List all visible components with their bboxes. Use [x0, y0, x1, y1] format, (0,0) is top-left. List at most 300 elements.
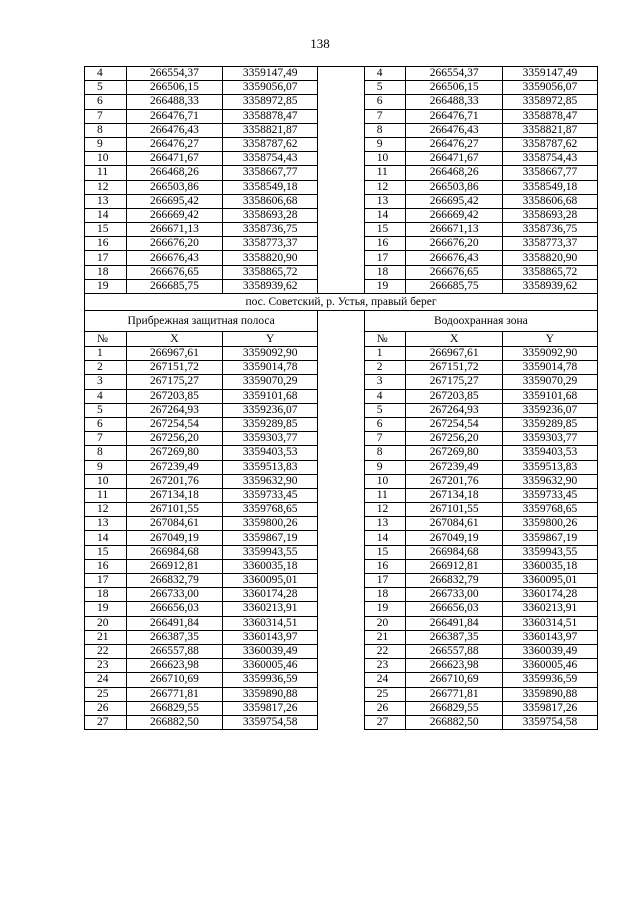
column-gap — [318, 715, 364, 729]
right-y-value: 3359014,78 — [502, 361, 597, 375]
left-point-number: 11 — [85, 488, 127, 502]
table-row — [85, 715, 598, 729]
right-y-value: 3359768,65 — [502, 503, 597, 517]
table-row — [85, 180, 598, 194]
right-y-value: 3359303,77 — [502, 432, 597, 446]
right-y-value: 3358821,87 — [502, 123, 597, 137]
right-zone-title: Водоохранная зона — [364, 311, 597, 332]
column-gap — [318, 531, 364, 545]
table-row — [85, 251, 598, 265]
right-point-number: 27 — [364, 715, 406, 729]
right-x-value: 266676,65 — [406, 265, 502, 279]
right-point-number: 9 — [364, 460, 406, 474]
table-row — [85, 432, 598, 446]
column-gap — [318, 574, 364, 588]
right-x-value: 266557,88 — [406, 644, 502, 658]
left-y-header: Y — [223, 332, 318, 347]
right-point-number: 11 — [364, 488, 406, 502]
left-y-value: 3359943,55 — [223, 545, 318, 559]
right-num-header: № — [364, 332, 406, 347]
second-section — [85, 347, 598, 730]
right-point-number: 6 — [364, 417, 406, 431]
section-header — [85, 294, 598, 347]
left-y-value: 3358693,28 — [223, 208, 318, 222]
right-y-value: 3359936,59 — [502, 673, 597, 687]
column-gap — [318, 375, 364, 389]
right-y-value: 3358820,90 — [502, 251, 597, 265]
left-y-value: 3360095,01 — [223, 574, 318, 588]
right-y-value: 3359070,29 — [502, 375, 597, 389]
column-gap — [318, 687, 364, 701]
column-gap — [318, 474, 364, 488]
left-point-number: 5 — [85, 403, 127, 417]
column-gap — [318, 311, 364, 332]
table-row — [85, 223, 598, 237]
right-point-number: 15 — [364, 223, 406, 237]
left-point-number: 8 — [85, 123, 127, 137]
left-point-number: 18 — [85, 265, 127, 279]
left-point-number: 5 — [85, 81, 127, 95]
table-row — [85, 152, 598, 166]
right-point-number: 21 — [364, 630, 406, 644]
left-y-value: 3359101,68 — [223, 389, 318, 403]
left-point-number: 15 — [85, 545, 127, 559]
right-x-value: 266829,55 — [406, 701, 502, 715]
right-y-value: 3359236,07 — [502, 403, 597, 417]
right-point-number: 26 — [364, 701, 406, 715]
right-x-value: 267201,76 — [406, 474, 502, 488]
right-point-number: 5 — [364, 81, 406, 95]
column-gap — [318, 194, 364, 208]
column-gap — [318, 644, 364, 658]
left-point-number: 10 — [85, 474, 127, 488]
left-x-header: X — [126, 332, 222, 347]
left-point-number: 13 — [85, 194, 127, 208]
right-point-number: 3 — [364, 375, 406, 389]
left-y-value: 3359890,88 — [223, 687, 318, 701]
column-gap — [318, 223, 364, 237]
left-x-value: 266967,61 — [126, 347, 222, 361]
right-x-value: 266984,68 — [406, 545, 502, 559]
column-gap — [318, 517, 364, 531]
table-row — [85, 375, 598, 389]
left-x-value: 266476,43 — [126, 123, 222, 137]
left-x-value: 267151,72 — [126, 361, 222, 375]
column-gap — [318, 109, 364, 123]
table-row — [85, 559, 598, 573]
table-row — [85, 687, 598, 701]
right-point-number: 23 — [364, 659, 406, 673]
left-x-value: 266685,75 — [126, 279, 222, 293]
column-gap — [318, 332, 364, 347]
left-point-number: 8 — [85, 446, 127, 460]
right-y-value: 3358606,68 — [502, 194, 597, 208]
left-x-value: 266832,79 — [126, 574, 222, 588]
table-row — [85, 237, 598, 251]
left-x-value: 266491,84 — [126, 616, 222, 630]
right-point-number: 1 — [364, 347, 406, 361]
right-x-value: 266387,35 — [406, 630, 502, 644]
left-y-value: 3359800,26 — [223, 517, 318, 531]
table-row — [85, 644, 598, 658]
left-x-value: 266557,88 — [126, 644, 222, 658]
right-point-number: 6 — [364, 95, 406, 109]
left-x-value: 266882,50 — [126, 715, 222, 729]
right-y-value: 3360143,97 — [502, 630, 597, 644]
left-point-number: 10 — [85, 152, 127, 166]
right-x-value: 266476,71 — [406, 109, 502, 123]
table-row — [85, 417, 598, 431]
left-point-number: 12 — [85, 503, 127, 517]
right-x-value: 266503,86 — [406, 180, 502, 194]
right-point-number: 24 — [364, 673, 406, 687]
left-y-value: 3359014,78 — [223, 361, 318, 375]
column-gap — [318, 123, 364, 137]
left-x-value: 266676,43 — [126, 251, 222, 265]
left-y-value: 3359513,83 — [223, 460, 318, 474]
right-point-number: 15 — [364, 545, 406, 559]
right-y-value: 3358865,72 — [502, 265, 597, 279]
right-point-number: 16 — [364, 237, 406, 251]
left-x-value: 266771,81 — [126, 687, 222, 701]
right-x-value: 267101,55 — [406, 503, 502, 517]
left-y-value: 3359936,59 — [223, 673, 318, 687]
right-x-value: 266669,42 — [406, 208, 502, 222]
right-y-value: 3359092,90 — [502, 347, 597, 361]
column-gap — [318, 403, 364, 417]
left-x-value: 266503,86 — [126, 180, 222, 194]
first-section — [85, 67, 598, 294]
column-gap — [318, 95, 364, 109]
left-x-value: 266695,42 — [126, 194, 222, 208]
left-x-value: 266506,15 — [126, 81, 222, 95]
right-x-value: 267269,80 — [406, 446, 502, 460]
left-y-value: 3358549,18 — [223, 180, 318, 194]
right-point-number: 14 — [364, 531, 406, 545]
right-y-value: 3358773,37 — [502, 237, 597, 251]
table-row — [85, 137, 598, 151]
right-y-value: 3360095,01 — [502, 574, 597, 588]
left-point-number: 17 — [85, 251, 127, 265]
column-gap — [318, 417, 364, 431]
locality-title: пос. Советский, р. Устья, правый берег — [85, 294, 598, 311]
right-x-header: X — [406, 332, 502, 347]
left-point-number: 23 — [85, 659, 127, 673]
left-x-value: 266656,03 — [126, 602, 222, 616]
right-point-number: 19 — [364, 279, 406, 293]
right-y-header: Y — [502, 332, 597, 347]
column-gap — [318, 251, 364, 265]
table-row — [85, 123, 598, 137]
column-gap — [318, 432, 364, 446]
left-y-value: 3358972,85 — [223, 95, 318, 109]
right-x-value: 266471,67 — [406, 152, 502, 166]
left-point-number: 19 — [85, 602, 127, 616]
left-y-value: 3358773,37 — [223, 237, 318, 251]
left-point-number: 27 — [85, 715, 127, 729]
right-y-value: 3359289,85 — [502, 417, 597, 431]
left-point-number: 16 — [85, 237, 127, 251]
left-x-value: 267264,93 — [126, 403, 222, 417]
right-x-value: 266710,69 — [406, 673, 502, 687]
left-y-value: 3358787,62 — [223, 137, 318, 151]
left-x-value: 267254,54 — [126, 417, 222, 431]
right-point-number: 13 — [364, 517, 406, 531]
table-row — [85, 389, 598, 403]
left-x-value: 266488,33 — [126, 95, 222, 109]
left-x-value: 267049,19 — [126, 531, 222, 545]
column-gap — [318, 389, 364, 403]
table-row — [85, 630, 598, 644]
table-row — [85, 194, 598, 208]
right-y-value: 3359943,55 — [502, 545, 597, 559]
right-point-number: 22 — [364, 644, 406, 658]
right-x-value: 267049,19 — [406, 531, 502, 545]
right-y-value: 3360314,51 — [502, 616, 597, 630]
table-row — [85, 701, 598, 715]
left-y-value: 3358878,47 — [223, 109, 318, 123]
left-point-number: 4 — [85, 67, 127, 81]
left-point-number: 13 — [85, 517, 127, 531]
left-x-value: 267201,76 — [126, 474, 222, 488]
left-y-value: 3360039,49 — [223, 644, 318, 658]
left-y-value: 3359867,19 — [223, 531, 318, 545]
right-point-number: 4 — [364, 67, 406, 81]
right-y-value: 3359632,90 — [502, 474, 597, 488]
column-gap — [318, 180, 364, 194]
right-point-number: 7 — [364, 109, 406, 123]
left-point-number: 2 — [85, 361, 127, 375]
right-x-value: 266671,13 — [406, 223, 502, 237]
left-point-number: 14 — [85, 208, 127, 222]
column-gap — [318, 659, 364, 673]
left-point-number: 6 — [85, 417, 127, 431]
left-point-number: 9 — [85, 137, 127, 151]
table-row — [85, 503, 598, 517]
right-y-value: 3359867,19 — [502, 531, 597, 545]
right-point-number: 11 — [364, 166, 406, 180]
right-y-value: 3358549,18 — [502, 180, 597, 194]
left-point-number: 18 — [85, 588, 127, 602]
right-x-value: 267264,93 — [406, 403, 502, 417]
right-y-value: 3359403,53 — [502, 446, 597, 460]
left-x-value: 267084,61 — [126, 517, 222, 531]
left-point-number: 21 — [85, 630, 127, 644]
left-x-value: 266468,26 — [126, 166, 222, 180]
right-y-value: 3358878,47 — [502, 109, 597, 123]
left-point-number: 14 — [85, 531, 127, 545]
left-y-value: 3359147,49 — [223, 67, 318, 81]
left-y-value: 3360314,51 — [223, 616, 318, 630]
right-x-value: 266476,27 — [406, 137, 502, 151]
table-row — [85, 616, 598, 630]
right-point-number: 10 — [364, 474, 406, 488]
right-x-value: 267084,61 — [406, 517, 502, 531]
table-row — [85, 545, 598, 559]
left-x-value: 267203,85 — [126, 389, 222, 403]
table-row — [85, 602, 598, 616]
right-point-number: 17 — [364, 574, 406, 588]
table-row — [85, 673, 598, 687]
column-gap — [318, 265, 364, 279]
left-point-number: 26 — [85, 701, 127, 715]
column-gap — [318, 279, 364, 293]
right-x-value: 266685,75 — [406, 279, 502, 293]
left-x-value: 267269,80 — [126, 446, 222, 460]
right-point-number: 10 — [364, 152, 406, 166]
left-point-number: 3 — [85, 375, 127, 389]
right-y-value: 3360039,49 — [502, 644, 597, 658]
right-x-value: 267203,85 — [406, 389, 502, 403]
table-row — [85, 347, 598, 361]
left-y-value: 3358820,90 — [223, 251, 318, 265]
right-y-value: 3360035,18 — [502, 559, 597, 573]
left-x-value: 266669,42 — [126, 208, 222, 222]
left-x-value: 267101,55 — [126, 503, 222, 517]
table-row — [85, 588, 598, 602]
left-x-value: 267134,18 — [126, 488, 222, 502]
left-y-value: 3360213,91 — [223, 602, 318, 616]
column-gap — [318, 208, 364, 222]
left-y-value: 3359070,29 — [223, 375, 318, 389]
left-point-number: 6 — [85, 95, 127, 109]
left-point-number: 1 — [85, 347, 127, 361]
table-row — [85, 279, 598, 293]
left-x-value: 266710,69 — [126, 673, 222, 687]
right-y-value: 3360005,46 — [502, 659, 597, 673]
right-y-value: 3359147,49 — [502, 67, 597, 81]
right-point-number: 20 — [364, 616, 406, 630]
left-x-value: 266554,37 — [126, 67, 222, 81]
right-y-value: 3360174,28 — [502, 588, 597, 602]
right-x-value: 266967,61 — [406, 347, 502, 361]
right-y-value: 3358972,85 — [502, 95, 597, 109]
right-y-value: 3358736,75 — [502, 223, 597, 237]
table-row — [85, 361, 598, 375]
table-row — [85, 517, 598, 531]
column-gap — [318, 673, 364, 687]
left-x-value: 266623,98 — [126, 659, 222, 673]
column-gap — [318, 503, 364, 517]
coordinates-table — [84, 66, 598, 730]
table-row — [85, 403, 598, 417]
left-point-number: 15 — [85, 223, 127, 237]
right-y-value: 3359733,45 — [502, 488, 597, 502]
table-row — [85, 488, 598, 502]
left-y-value: 3360174,28 — [223, 588, 318, 602]
right-point-number: 8 — [364, 123, 406, 137]
table-row — [85, 95, 598, 109]
right-y-value: 3360213,91 — [502, 602, 597, 616]
right-point-number: 7 — [364, 432, 406, 446]
column-gap — [318, 616, 364, 630]
column-gap — [318, 166, 364, 180]
table-row — [85, 81, 598, 95]
left-y-value: 3359754,58 — [223, 715, 318, 729]
right-x-value: 266832,79 — [406, 574, 502, 588]
column-gap — [318, 630, 364, 644]
left-y-value: 3359768,65 — [223, 503, 318, 517]
right-x-value: 266506,15 — [406, 81, 502, 95]
left-point-number: 22 — [85, 644, 127, 658]
right-x-value: 266676,20 — [406, 237, 502, 251]
right-y-value: 3359754,58 — [502, 715, 597, 729]
left-zone-title: Прибрежная защитная полоса — [85, 311, 318, 332]
right-x-value: 266733,00 — [406, 588, 502, 602]
left-y-value: 3360035,18 — [223, 559, 318, 573]
right-y-value: 3358667,77 — [502, 166, 597, 180]
page-number: 138 — [310, 36, 330, 51]
right-x-value: 266623,98 — [406, 659, 502, 673]
left-num-header: № — [85, 332, 127, 347]
column-gap — [318, 237, 364, 251]
left-point-number: 17 — [85, 574, 127, 588]
right-y-value: 3358754,43 — [502, 152, 597, 166]
left-x-value: 267175,27 — [126, 375, 222, 389]
right-x-value: 267134,18 — [406, 488, 502, 502]
left-y-value: 3358821,87 — [223, 123, 318, 137]
left-x-value: 267256,20 — [126, 432, 222, 446]
right-x-value: 266695,42 — [406, 194, 502, 208]
left-y-value: 3358754,43 — [223, 152, 318, 166]
left-y-value: 3359092,90 — [223, 347, 318, 361]
left-point-number: 12 — [85, 180, 127, 194]
table-row — [85, 109, 598, 123]
right-point-number: 5 — [364, 403, 406, 417]
left-x-value: 266476,27 — [126, 137, 222, 151]
column-gap — [318, 347, 364, 361]
left-point-number: 16 — [85, 559, 127, 573]
right-point-number: 17 — [364, 251, 406, 265]
right-y-value: 3358939,62 — [502, 279, 597, 293]
left-y-value: 3358667,77 — [223, 166, 318, 180]
table-row — [85, 659, 598, 673]
right-x-value: 267256,20 — [406, 432, 502, 446]
table-row — [85, 67, 598, 81]
right-point-number: 14 — [364, 208, 406, 222]
left-x-value: 266912,81 — [126, 559, 222, 573]
right-y-value: 3359800,26 — [502, 517, 597, 531]
left-point-number: 7 — [85, 432, 127, 446]
left-point-number: 9 — [85, 460, 127, 474]
right-x-value: 266882,50 — [406, 715, 502, 729]
left-point-number: 4 — [85, 389, 127, 403]
left-y-value: 3360005,46 — [223, 659, 318, 673]
column-gap — [318, 446, 364, 460]
column-gap — [318, 137, 364, 151]
left-y-value: 3358606,68 — [223, 194, 318, 208]
right-x-value: 266912,81 — [406, 559, 502, 573]
left-y-value: 3358736,75 — [223, 223, 318, 237]
right-x-value: 267175,27 — [406, 375, 502, 389]
table-row — [85, 446, 598, 460]
right-x-value: 266771,81 — [406, 687, 502, 701]
left-x-value: 266471,67 — [126, 152, 222, 166]
right-point-number: 18 — [364, 588, 406, 602]
column-gap — [318, 81, 364, 95]
column-gap — [318, 559, 364, 573]
left-point-number: 24 — [85, 673, 127, 687]
right-x-value: 266656,03 — [406, 602, 502, 616]
column-gap — [318, 545, 364, 559]
right-x-value: 266468,26 — [406, 166, 502, 180]
left-x-value: 266984,68 — [126, 545, 222, 559]
left-y-value: 3359733,45 — [223, 488, 318, 502]
column-gap — [318, 488, 364, 502]
right-x-value: 266476,43 — [406, 123, 502, 137]
right-point-number: 12 — [364, 180, 406, 194]
column-gap — [318, 460, 364, 474]
